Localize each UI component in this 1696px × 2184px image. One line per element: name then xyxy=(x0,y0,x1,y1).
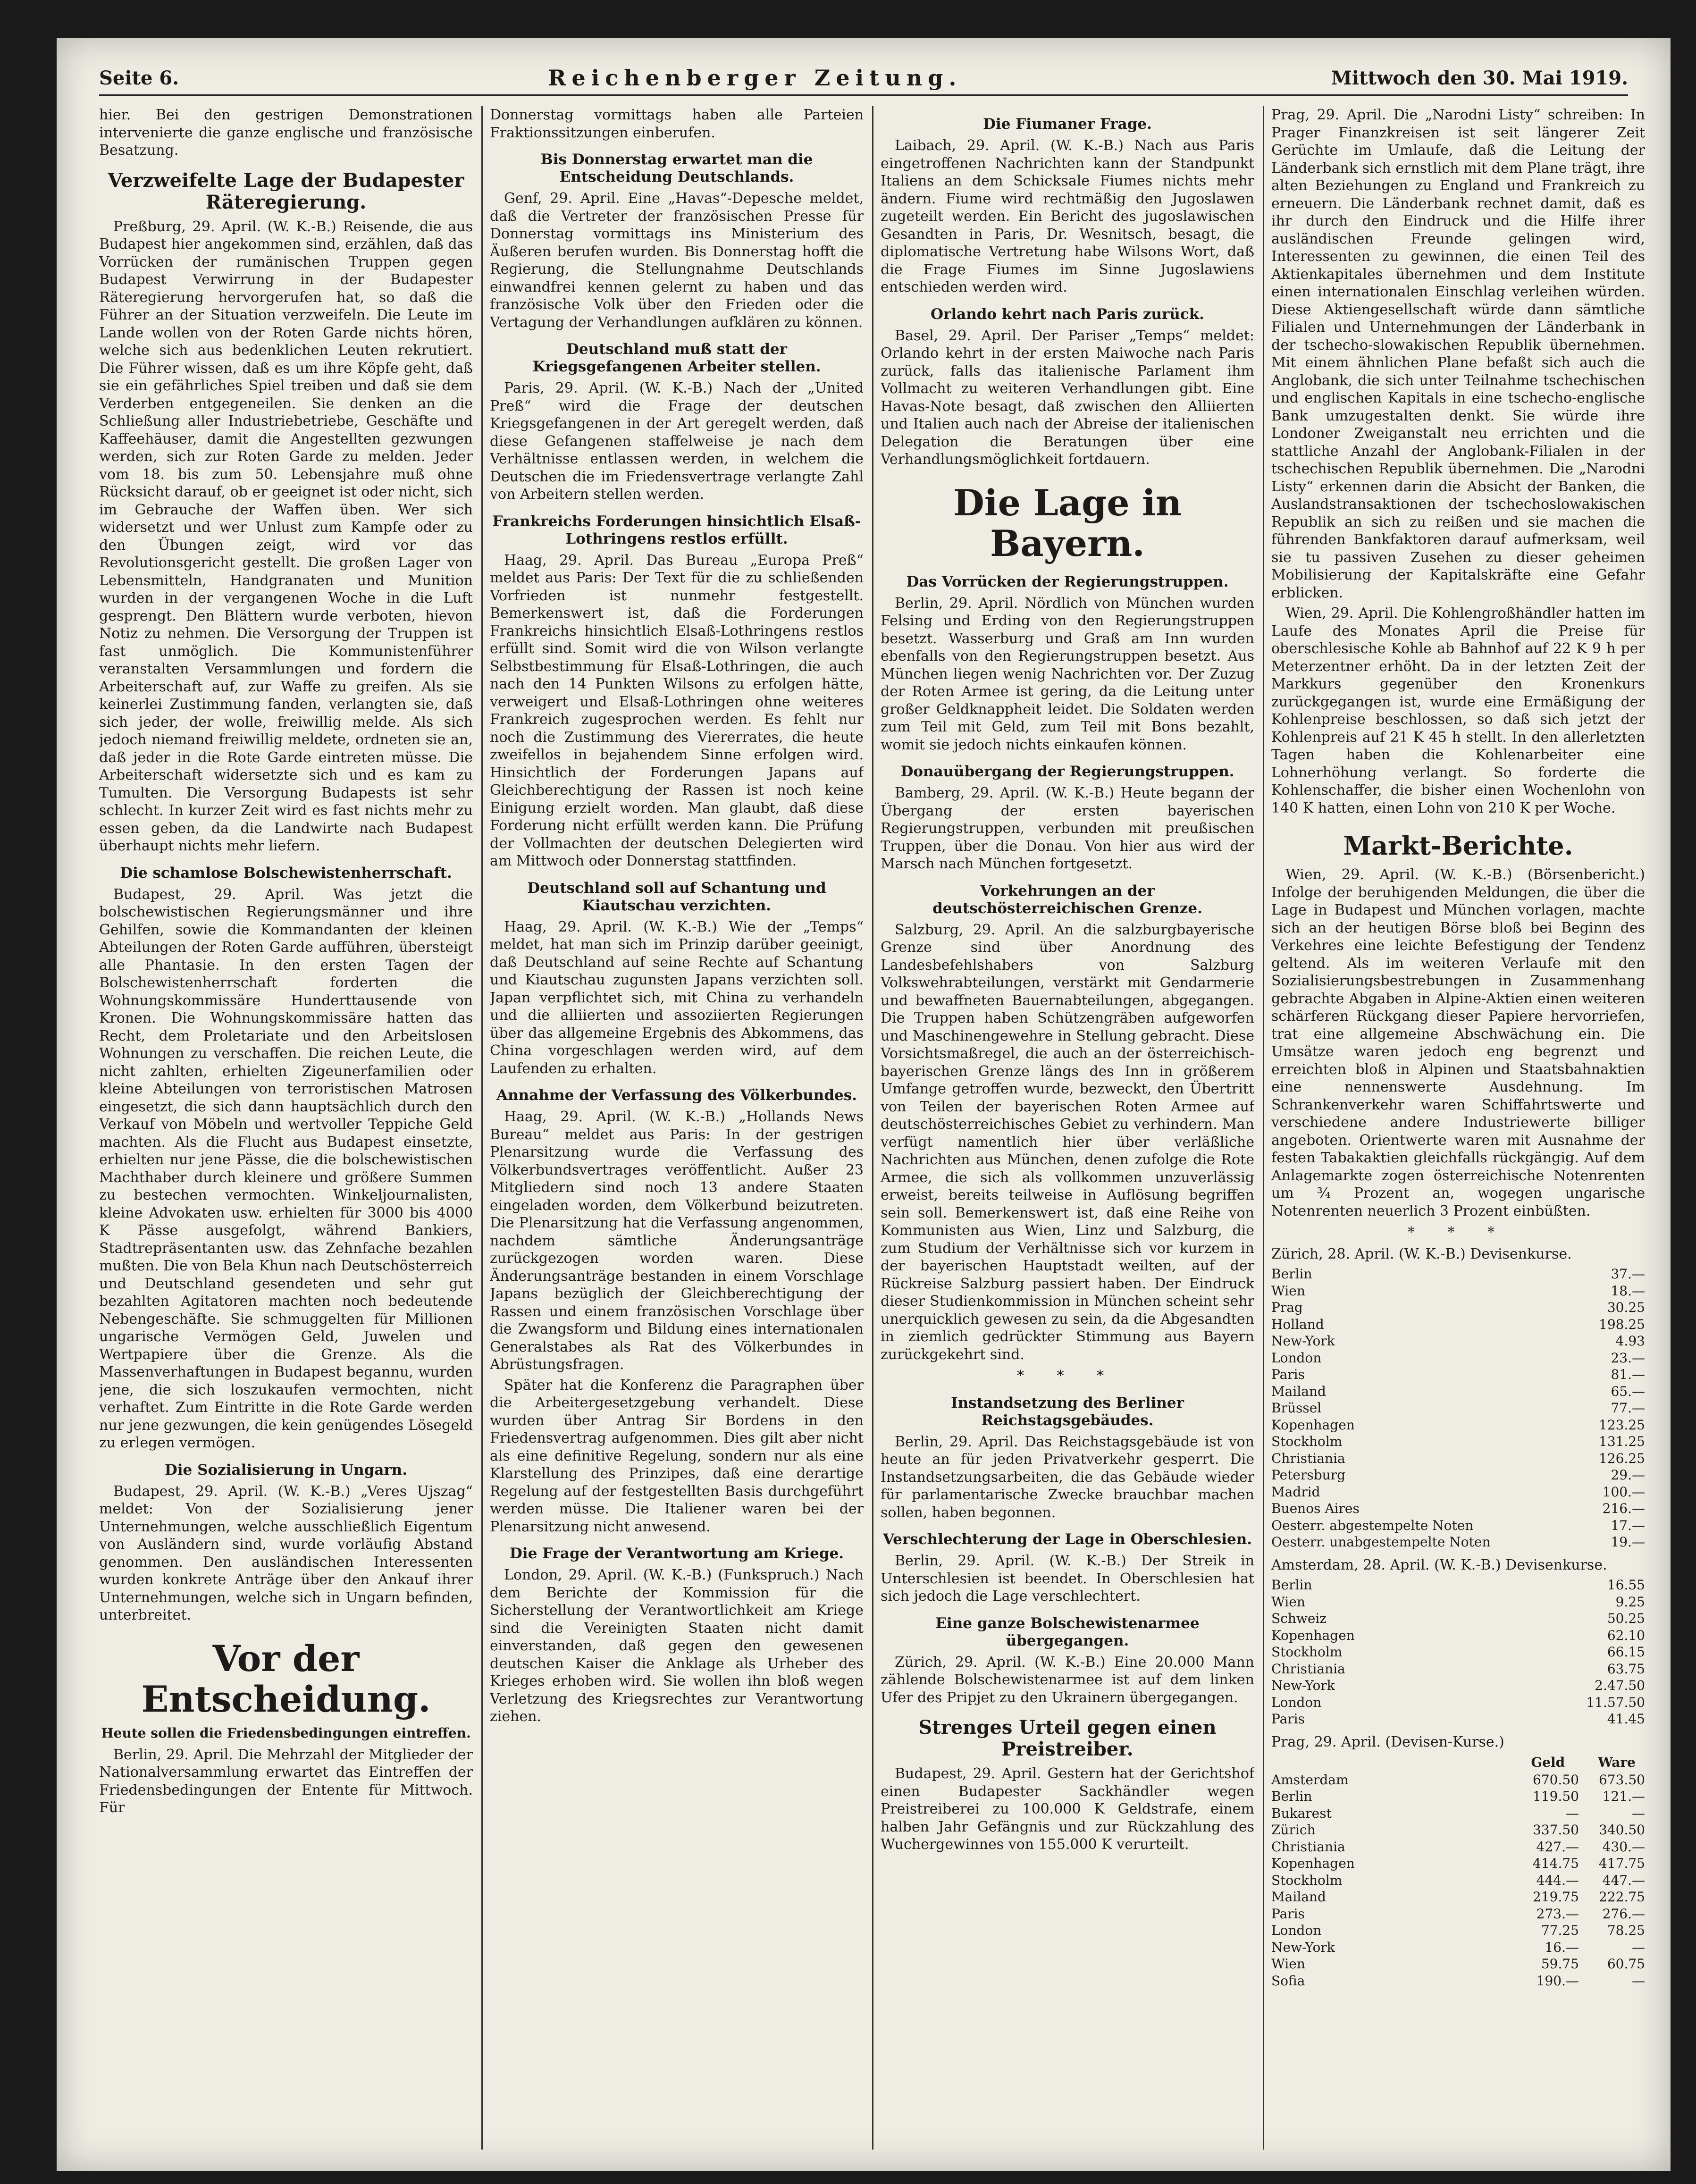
column-4 xyxy=(1271,106,1645,2150)
exchange-heading: Prag, 29. April. (Devisen-Kurse.) xyxy=(1271,1733,1504,1750)
exchange-rate: 63.75 xyxy=(1607,1661,1645,1677)
exchange-row xyxy=(1271,1366,1645,1383)
exchange-rate: 78.25 xyxy=(1607,1923,1645,1938)
exchange-rate: 123.25 xyxy=(1599,1417,1645,1433)
exchange-city: Stockholm xyxy=(1271,1644,1343,1660)
exchange-table-header xyxy=(1271,1754,1645,1772)
headline-large: Markt-Berichte. xyxy=(1343,831,1573,861)
exchange-city: Schweiz xyxy=(1271,1611,1327,1626)
exchange-city: London xyxy=(1271,1350,1322,1366)
exchange-row xyxy=(1271,1973,1645,1990)
column-divider xyxy=(481,106,483,2150)
exchange-heading: Zürich, 28. April. (W. K.-B.) Devisenkurse. xyxy=(1271,1245,1572,1262)
exchange-rate: 131.25 xyxy=(1599,1434,1645,1449)
exchange-rate: 340.50 xyxy=(1599,1822,1645,1838)
exchange-city: Christiania xyxy=(1271,1661,1345,1677)
exchange-city: Prag xyxy=(1271,1300,1303,1315)
exchange-row xyxy=(1271,1889,1645,1906)
exchange-rate: 670.50 xyxy=(1533,1772,1579,1788)
exchange-rate: 18.— xyxy=(1611,1283,1645,1299)
exchange-city: Mailand xyxy=(1271,1383,1326,1399)
exchange-city: Paris xyxy=(1271,1711,1305,1727)
exchange-rate: 50.25 xyxy=(1607,1611,1645,1626)
exchange-city: Wien xyxy=(1271,1594,1305,1610)
exchange-rate: 77.25 xyxy=(1541,1923,1579,1938)
exchange-rate: 11.57.50 xyxy=(1586,1694,1645,1710)
exchange-city: Mailand xyxy=(1271,1889,1326,1905)
article-text: Basel, 29. April. Der Pariser „Temps“ meldet: Orlando kehrt in der ersten Maiwoche nach Paris zurück, falls das italienische Parlament ihm Vollmacht zu weiteren Verhandlungen gibt. Eine Havas-Note besagt, daß zwischen den Alliierten und Italien auch nach der Abreise der italienischen Delegation die Beratungen über eine Verhandlungsmöglichkeit fortdauern. xyxy=(881,327,1254,468)
exchange-rate: 444.— xyxy=(1536,1872,1579,1888)
headline: Die Frage der Verantwortung am Kriege. xyxy=(509,1545,844,1562)
newspaper-page xyxy=(57,38,1671,2171)
exchange-rate: 190.— xyxy=(1536,1973,1579,1989)
exchange-rate: — xyxy=(1632,1805,1645,1821)
exchange-row xyxy=(1271,1577,1645,1594)
exchange-row xyxy=(1271,1450,1645,1467)
exchange-row xyxy=(1271,1627,1645,1644)
exchange-row xyxy=(1271,1939,1645,1956)
exchange-city: New-York xyxy=(1271,1939,1335,1955)
article-text: Budapest, 29. April. (W. K.-B.) „Veres Ujszag“ meldet: Von der Sozialisierung jener Unternehmungen, welche ausschließlich Eigentum von Ausländern sind, wurde vorläufig Abstand genommen. Den ausländischen Interessenten wurden konkrete Anträge über den Ankauf ihrer Unternehmungen, welche sich in Ungarn befinden, unterbreitet. xyxy=(99,1483,473,1623)
exchange-city: Oesterr. abgestempelte Noten xyxy=(1271,1517,1474,1533)
article-text: Paris, 29. April. (W. K.-B.) Nach der „United Preß“ wird die Frage der deutschen Kriegsgefangenen in der Art geregelt werden, daß diese Gefangenen staffelweise je nach dem Verhältnisse entlassen werden, in welchem die Deutschen die im Friedensvertrage verlangte Zahl von Arbeitern stellen werden. xyxy=(490,380,864,503)
article-text: Berlin, 29. April. Nördlich von München wurden Felsing und Erding von den Regierungstruppen besetzt. Wasserburg und Graß am Inn wurden ebenfalls von den Regierungstruppen besetzt. Aus München liegen wenig Nachrichten vor. Der Zuzug der Roten Armee ist gering, da die Leitung unter großer Geldknappheit leidet. Die Soldaten werden zum Teil mit Geld, zum Teil mit Bons bezahlt, womit sie jedoch nichts einkaufen können. xyxy=(881,595,1254,753)
exchange-city: Kopenhagen xyxy=(1271,1417,1355,1433)
exchange-city: Christiania xyxy=(1271,1839,1345,1855)
exchange-city: Amsterdam xyxy=(1271,1772,1349,1788)
headline: Deutschland muß statt der Kriegsgefangenen Arbeiter stellen. xyxy=(532,341,821,375)
headline: Instandsetzung des Berliner Reichstagsgebäudes. xyxy=(951,1394,1184,1429)
exchange-row xyxy=(1271,1517,1645,1534)
exchange-city: Berlin xyxy=(1271,1266,1312,1282)
exchange-rate: 4.93 xyxy=(1615,1333,1645,1349)
subheadline: Heute sollen die Friedensbedingungen eintreffen. xyxy=(101,1725,471,1741)
exchange-city: Berlin xyxy=(1271,1577,1312,1593)
exchange-rate: 276.— xyxy=(1602,1906,1645,1922)
exchange-rate: 60.75 xyxy=(1607,1956,1645,1972)
article-text: Preßburg, 29. April. (W. K.-B.) Reisende, die aus Budapest hier angekommen sind, erzählen, daß das Vorrücken der rumänischen Truppen gegen Budapest Verwirrung in der Budapester Räteregierung hervorgerufen hat, so daß die Führer an der Situation verzweifeln. Die Leute im Lande wollen von der Roten Garde nichts hören, welche sich aus bedenklichen Leuten rekrutiert. Die Führer wissen, daß es um ihre Köpfe geht, daß sie ein gefährliches Spiel treiben und daß sie dem Verderben entgegeneilen. Sie denken an die Schließung aller Industriebetriebe, Geschäfte und Kaffeehäuser, damit die Angestellten gezwungen werden, sich zur Roten Garde zu melden. Jeder vom 18. bis zum 50. Lebensjahre muß ohne Rücksicht darauf, ob er geeignet ist oder nicht, sich im Gebrauche der Waffen üben. Wer sich widersetzt und wer Unlust zum Kampfe oder zu den Übungen zeigt, wird vor das Revolutionsgericht gestellt. Die großen Lager von Lebensmitteln, Handgranaten und Munition wurden in der vergangenen Woche in die Luft gesprengt. Den Blättern wurde verboten, hievon Notiz zu nehmen. Die Versorgung der Truppen ist fast unmöglich. Die Kommunistenführer veranstalten Versammlungen und fordern die Arbeiterschaft auf, zur Waffe zu greifen. Als sie keinerlei Zustimmung fanden, verlangten sie, daß sich jeder, der wolle, freiwillig melde. Als sich jedoch niemand freiwillig meldete, ordneten sie an, daß jeder in die Rote Garde eintreten müsse. Die Arbeiterschaft widersetzte sich und es kam zu Tumulten. Die Versorgung Budapests ist sehr schlecht. In kurzer Zeit wird es fast nichts mehr zu essen geben, da die Landwirte nach Budapest überhaupt nichts mehr liefern. xyxy=(99,218,473,854)
exchange-row xyxy=(1271,1956,1645,1973)
headline: Das Vorrücken der Regierungstruppen. xyxy=(906,573,1229,590)
page-number: Seite 6. xyxy=(99,67,179,89)
article-text: Berlin, 29. April. Die Mehrzahl der Mitglieder der Nationalversammlung erwartet das Eintreffen der Friedensbedingungen der Entente für Mittwoch. Für xyxy=(99,1746,473,1816)
exchange-rate: 198.25 xyxy=(1599,1316,1645,1332)
article-text: Budapest, 29. April. Was jetzt die bolschewistischen Regierungsmänner und ihre Gehilfen, sowie die Kommandanten der kleinen Abteilungen der Roten Garde aufführen, übersteigt alle Phantasie. In den ersten Tagen der Bolschewistenherrschaft forderten die Wohnungskommissäre Hunderttausende von Kronen. Die Wohnungskommissäre hatten das Recht, dem Proletariate und den Arbeitslosen Wohnungen zu verschaffen. Die reichen Leute, die nicht zahlten, erhielten Zigeunerfamilien oder kleine Abteilungen von terroristischen Matrosen eingesetzt, die sich dann hauptsächlich durch den Verkauf von Möbeln und wertvoller Teppiche Geld machten. Als die Flucht aus Budapest einsetzte, erhielten nur jene Pässe, die die bolschewistischen Machthaber durch kleinere und größere Summen zu bestechen vermochten. Winkeljournalisten, kleine Advokaten usw. erhielten für 3000 bis 4000 K Pässe ausgefolgt, während Bankiers, Stadtrepräsentanten usw. das Zehnfache bezahlen mußten. Die von Bela Khun nach Deutschösterreich und Deutschland gesendeten und sehr gut bezahlten Agitatoren machten noch bedeutende Nebengeschäfte. Sie schmuggelten für Millionen ungarische Vermögen Geld, Juwelen und Wertpapiere über die Grenze. Als die Massenverhaftungen in Budapest begannu, wurden jene, die sich loszukaufen vermochten, nicht verhaftet. Zum Eintritte in die Rote Garde werden nur jene gezwungen, die kein genügendes Lösegeld zu erlegen vermögen. xyxy=(99,886,473,1451)
headline: Frankreichs Forderungen hinsichtlich Elsaß-Lothringens restlos erfüllt. xyxy=(492,512,861,547)
exchange-rate: 2.47.50 xyxy=(1595,1678,1645,1693)
headline: Orlando kehrt nach Paris zurück. xyxy=(931,305,1204,323)
exchange-city: Brüssel xyxy=(1271,1400,1322,1416)
exchange-rate: 16.55 xyxy=(1607,1577,1645,1593)
article-text: London, 29. April. (W. K.-B.) (Funkspruch.) Nach dem Berichte der Kommission für die Sicherstellung der Verantwortlichkeit am Kriege sind die Vereinigten Staaten nicht damit einverstanden, daß gegen den gewesenen deutschen Kaiser die Anklage als Urheber des Krieges erhoben wird. Sie wollen ihn bloß wegen Verletzung des Kriegsrechtes zur Verantwortung ziehen. xyxy=(490,1567,864,1725)
exchange-city: Wien xyxy=(1271,1283,1305,1299)
headline-large: Die Lage in Bayern. xyxy=(953,481,1182,564)
article-text: Laibach, 29. April. (W. K.-B.) Nach aus Paris eingetroffenen Nachrichten kann der Standpunkt Italiens an dem Schicksale Fiumes nichts mehr ändern. Fiume wird rechtmäßig den Jugoslawen zugeteilt werden. Ein Bericht des jugoslawischen Gesandten in Paris, Dr. Wesnitsch, besagt, die diplomatische Vertretung habe Wilsons Wort, daß die Frage Fiumes im Sinne Jugoslawiens entschieden werden wird. xyxy=(881,137,1254,295)
exchange-rate: 427.— xyxy=(1536,1839,1579,1855)
exchange-rate: 37.— xyxy=(1611,1266,1645,1282)
exchange-row xyxy=(1271,1350,1645,1367)
headline: Die Sozialisierung in Ungarn. xyxy=(164,1461,408,1478)
exchange-rate: 100.— xyxy=(1602,1484,1645,1500)
exchange-row xyxy=(1271,1534,1645,1551)
exchange-heading: Amsterdam, 28. April. (W. K.-B.) Devisenkurse. xyxy=(1271,1556,1607,1573)
exchange-rate: 219.75 xyxy=(1533,1889,1579,1905)
column-2 xyxy=(490,106,864,2150)
exchange-rate: 66.15 xyxy=(1607,1644,1645,1660)
article-text: Zürich, 29. April. (W. K.-B.) Eine 20.000 Mann zählende Bolschewistenarmee ist auf dem linken Ufer des Pripjet zu den Ukrainern übergegangen. xyxy=(881,1654,1254,1706)
exchange-rate: 19.— xyxy=(1611,1534,1645,1550)
exchange-row xyxy=(1271,1711,1645,1728)
exchange-row xyxy=(1271,1594,1645,1611)
exchange-rate: 30.25 xyxy=(1607,1300,1645,1315)
headline: Vorkehrungen an der deutschösterreichischen Grenze. xyxy=(932,882,1202,917)
headline: Donauübergang der Regierungstruppen. xyxy=(900,763,1234,780)
exchange-table-amsterdam xyxy=(1271,1577,1645,1728)
exchange-row xyxy=(1271,1417,1645,1434)
exchange-rate: 16.— xyxy=(1545,1939,1579,1955)
headline-large: Vor der Entscheidung. xyxy=(141,1637,431,1720)
exchange-row xyxy=(1271,1467,1645,1484)
exchange-rate: 222.75 xyxy=(1599,1889,1645,1905)
exchange-rate: 59.75 xyxy=(1541,1956,1579,1972)
issue-date: Mittwoch den 30. Mai 1919. xyxy=(1331,67,1628,89)
article-text: Berlin, 29. April. (W. K.-B.) Der Streik in Unterschlesien ist beendet. In Oberschlesien hat sich jedoch die Lage verschlechtert. xyxy=(881,1553,1254,1604)
exchange-row xyxy=(1271,1872,1645,1889)
headline: Verschlechterung der Lage in Oberschlesien. xyxy=(882,1531,1252,1548)
exchange-city: Stockholm xyxy=(1271,1872,1343,1888)
exchange-row xyxy=(1271,1906,1645,1923)
column-3 xyxy=(881,106,1254,2150)
article-text: Haag, 29. April. Das Bureau „Europa Preß“ meldet aus Paris: Der Text für die zu schließenden Vorfrieden ist nunmehr festgestellt. Bemerkenswert ist, daß die Forderungen Frankreichs hinsichtlich Elsaß-Lothringens restlos erfüllt sind. Somit wird die von Wilson verlangte Selbstbestimmung für Elsaß-Lothringen, die auch nach den 14 Punkten Wilsons zu erfolgen hätte, verweigert und Elsaß-Lothringen ohne weiteres Frankreich zugesprochen werden. Es fehlt nur noch die Zustimmung des Viererrates, die heute zweifellos in bejahendem Sinne erfolgen wird. Hinsichtlich der Forderungen Japans auf Gleichberechtigung der Rassen ist noch keine Einigung erzielt worden. Man glaubt, daß diese Forderung nicht erfüllt werden kann. Die Prüfung der Vollmachten der deutschen Delegierten wird am Mittwoch oder Donnerstag stattfinden. xyxy=(490,552,864,869)
article-text: Haag, 29. April. (W. K.-B.) Wie der „Temps“ meldet, hat man sich im Prinzip darüber geeinigt, daß Deutschland auf seine Rechte auf Schantung und Kiautschau zugunsten Japans verzichten soll. Japan verpflichtet sich, mit China zu verhandeln und die alliierten und assoziierten Regierungen über das allgemeine Ergebnis des Abkommens, das China vorgeschlagen werden wird, auf dem Laufenden zu erhalten. xyxy=(490,918,864,1077)
exchange-row xyxy=(1271,1694,1645,1711)
exchange-row xyxy=(1271,1500,1645,1517)
exchange-city: London xyxy=(1271,1923,1322,1938)
exchange-city: Christiania xyxy=(1271,1450,1345,1466)
exchange-rate: 65.— xyxy=(1611,1383,1645,1399)
exchange-row xyxy=(1271,1283,1645,1300)
exchange-rate: — xyxy=(1632,1973,1645,1989)
exchange-row xyxy=(1271,1484,1645,1501)
exchange-rate: 273.— xyxy=(1536,1906,1579,1922)
exchange-city: Kopenhagen xyxy=(1271,1627,1355,1643)
exchange-city: New-York xyxy=(1271,1678,1335,1693)
exchange-table-zurich xyxy=(1271,1266,1645,1551)
article-text: Donnerstag vormittags haben alle Parteien Fraktionssitzungen einberufen. xyxy=(490,107,864,141)
exchange-row xyxy=(1271,1433,1645,1450)
exchange-city: Buenos Aires xyxy=(1271,1501,1360,1516)
headline: Eine ganze Bolschewistenarmee übergegangen. xyxy=(935,1614,1200,1649)
article-text: Berlin, 29. April. Das Reichstagsgebäude ist von heute an für jeden Privatverkehr gesperrt. Die Instandsetzungsarbeiten, die das Gebäude wieder für parlamentarische Zwecke brauchbar machen sollen, haben begonnen. xyxy=(881,1433,1254,1521)
exchange-rate: 29.— xyxy=(1611,1467,1645,1483)
headline: Strenges Urteil gegen einen Preistreiber. xyxy=(918,1716,1217,1760)
exchange-rate: 126.25 xyxy=(1599,1450,1645,1466)
article-text: Haag, 29. April. (W. K.-B.) „Hollands News Bureau“ meldet aus Paris: In der gestrigen Plenarsitzung wurde die Verfassung des Völkerbundsvertrages veröffentlicht. Außer 23 Mitgliedern sind noch 13 andere Staaten eingeladen worden, dem Völkerbund beizutreten. Die Plenarsitzung hat die Verfassung angenommen, nachdem sämtliche Änderungsanträge zurückgezogen worden waren. Diese Änderungsanträge bestanden in einem Vorschlage Japans bezüglich der Gleichberechtigung der Rassen und einem französischen Vorschlage über die Zwangsform und Bildung eines internationalen Generalstabes als Rat des Völkerbundes in Abrüstungsfragen. xyxy=(490,1109,864,1373)
exchange-row xyxy=(1271,1266,1645,1283)
exchange-city: Wien xyxy=(1271,1956,1305,1972)
exchange-table-prag xyxy=(1271,1754,1645,1989)
exchange-city: Stockholm xyxy=(1271,1434,1343,1449)
exchange-row xyxy=(1271,1788,1645,1805)
newspaper-title: Reichenberger Zeitung. xyxy=(548,65,962,91)
exchange-row xyxy=(1271,1922,1645,1939)
article-text: Salzburg, 29. April. An die salzburgbayerische Grenze sind über Anordnung des Landesbefehlshabers von Salzburg Volkswehrabteilungen, verstärkt mit Gendarmerie und bewaffneten Bauernabteilungen, abgegangen. Die Truppen haben Schützengräben aufgeworfen und Maschinengewehre in Stellung gebracht. Diese Vorsichtsmaßregel, die auch an der österreichisch-bayerischen Grenze längs des Inn in größerem Umfange getroffen wurde, bezweckt, den Übertritt von Teilen der bayerischen Roten Armee auf deutschösterreichisches Gebiet zu verhindern. Man verfügt namentlich hier über verläßliche Nachrichten aus München, denen zufolge die Rote Armee, die sich als vollkommen unzuverlässig erweist, bereits teilweise in Auflösung begriffen sein soll. Bemerkenswert ist, daß eine Reihe von Kommunisten aus Wien, Linz und Salzburg, die zum Studium der Verhältnisse sich vor kurzem in der bayerischen Hauptstadt weilten, auf der Rückreise Salzburg passiert haben. Der Eindruck dieser Studienkommission in München scheint sehr unerquicklich gewesen zu sein, da die Abgesandten in ziemlich gedrückter Stimmung aus Bayern zurückgekehrt sind. xyxy=(881,921,1254,1363)
exchange-rate: 337.50 xyxy=(1533,1822,1579,1838)
exchange-row xyxy=(1271,1839,1645,1856)
column-divider xyxy=(1263,106,1264,2150)
exchange-rate: 17.— xyxy=(1611,1517,1645,1533)
exchange-rate: 216.— xyxy=(1602,1501,1645,1516)
exchange-rate: 23.— xyxy=(1611,1350,1645,1366)
exchange-city: Berlin xyxy=(1271,1789,1312,1804)
article-text: Später hat die Konferenz die Paragraphen über die Arbeitergesetzgebung verhandelt. Diese wurden über Antrag Sir Bordens in den Friedensvertrag aufgenommen. Dies gilt aber nicht als eine definitive Regelung, sondern nur als eine Klarstellung des Prinzipes, daß eine derartige Regelung auf der festgestellten Basis durchgeführt werden müsse. Die Italiener waren bei der Plenarsitzung nicht anwesend. xyxy=(490,1377,864,1535)
exchange-city: Bukarest xyxy=(1271,1805,1332,1821)
exchange-rate: 62.10 xyxy=(1607,1627,1645,1643)
exchange-city: Petersburg xyxy=(1271,1467,1345,1483)
exchange-row xyxy=(1271,1822,1645,1839)
exchange-rate: — xyxy=(1632,1939,1645,1955)
headline: Verzweifelte Lage der Budapester Räteregierung. xyxy=(108,169,464,213)
exchange-rate: 121.— xyxy=(1602,1789,1645,1804)
exchange-city: Zürich xyxy=(1271,1822,1316,1838)
article-text: Prag, 29. April. Die „Narodni Listy“ schreiben: In Prager Finanzkreisen ist seit längerer Zeit Gerüchte im Umlaufe, daß die Leitung der Länderbank sich ernstlich mit dem Plane trägt, ihre alten Beziehungen zu England und Frankreich zu erneuern. Die Länderbank rechnet damit, daß es ihr durch den Eindruck und die Hilfe ihrer ausländischen Freunde gelingen wird, Interessenten zu gewinnen, die einen Teil des Aktienkapitales übernehmen und dem Institute einen internationalen Einschlag verleihen würden. Diese Aktiengesellschaft würde dann sämtliche Filialen und Unternehmungen der Länderbank in der tschecho-slowakischen Republik übernehmen. Mit einem ähnlichen Plane befaßt sich auch die Anglobank, die sich unter Teilnahme tschechischen und englischen Kapitals in eine tschecho-englische Bank umzugestalten denkt. Sie würde ihre Londoner Zweiganstalt neu errichten und die stattliche Anzahl der Anglobank-Filialen in der tschechischen Republik übernehmen. Die „Narodni Listy“ erkennen darin die Absicht der Banken, die Auslandstransaktionen der tschechoslowakischen Republik an sich zu reißen und sie machen die führenden Bankfaktoren darauf aufmerksam, weil sie tu passiven Zusehen zu dieser geheimen Mobilisierung der Kapitalskräfte eine Gefahr erblicken. xyxy=(1271,107,1645,601)
exchange-rate: 77.— xyxy=(1611,1400,1645,1416)
page-header xyxy=(99,61,1628,96)
exchange-city: Oesterr. unabgestempelte Noten xyxy=(1271,1534,1491,1550)
exchange-row xyxy=(1271,1383,1645,1400)
exchange-rate: 81.— xyxy=(1611,1367,1645,1382)
article-text: Genf, 29. April. Eine „Havas“-Depesche meldet, daß die Vertreter der französischen Presse für Donnerstag vormittags ins Ministerium des Äußeren berufen wurden. Bis Donnerstag hofft die Regierung, die Stellungnahme Deutschlands einwandfrei kennen gelernt zu haben und das französische Volk über den Frieden oder die Vertagung der Verhandlungen aufklären zu können. xyxy=(490,190,864,331)
column-divider xyxy=(872,106,873,2150)
exchange-row xyxy=(1271,1610,1645,1627)
exchange-rate: 430.— xyxy=(1602,1839,1645,1855)
exchange-row xyxy=(1271,1644,1645,1661)
exchange-rate: 9.25 xyxy=(1615,1594,1645,1610)
exchange-city: London xyxy=(1271,1694,1322,1710)
exchange-rate: 41.45 xyxy=(1607,1711,1645,1727)
exchange-rate: 417.75 xyxy=(1599,1856,1645,1871)
article-text: Wien, 29. April. Die Kohlengroßhändler hatten im Laufe des Monates April die Preise für oberschlesische Kohle ab Bahnhof auf 22 K 9 h per Meterzentner erhöht. Da in der letzten Zeit der Markkurs gegenüber den Kronenkurs zurückgegangen ist, wurde eine Ermäßigung der Kohlenpreise beschlossen, so daß sich jetzt der Kohlenpreis auf 21 K 45 h stellt. In den allerletzten Tagen haben die Kohlenarbeiter eine Lohnerhöhung verlangt. So forderte die Kohlenschaffer, die bisher einen Wochenlohn von 140 K hatten, einen Lohn von 210 K per Woche. xyxy=(1271,605,1645,816)
separator-stars: * * * xyxy=(1016,1368,1118,1384)
exchange-rate: 447.— xyxy=(1602,1872,1645,1888)
exchange-row xyxy=(1271,1661,1645,1678)
article-text: Wien, 29. April. (W. K.-B.) (Börsenbericht.) Infolge der beruhigenden Meldungen, die über die Lage in Budapest und München vorlagen, machte sich an der heutigen Börse bloß bei Beginn des Verkehres eine leichte Befestigung der Tendenz geltend. Als im weiteren Verlaufe mit den Sozialisierungsbestrebungen in Zusammenhang gebrachte Abgaben in Alpine-Aktien einen weiteren schärferen Rückgang dieser Papiere hervorriefen, trat eine allgemeine Abschwächung ein. Die Umsätze waren jedoch eng begrenzt und erreichten bloß in Alpinen und Staatsbahnaktien eine nennenswerte Ausdehnung. Im Schrankenverkehr waren Schiffahrtswerte und verschiedene andere Industriewerte billiger angeboten. Orientwerte waren mit Ausnahme der festen Tabakaktien gleichfalls rückgängig. Auf dem Anlagemarkte zogen österreichische Notenrenten um ¾ Prozent an, wogegen ungarische Notenrenten neuerlich 3 Prozent einbüßten. xyxy=(1271,866,1645,1219)
exchange-city: Kopenhagen xyxy=(1271,1856,1355,1871)
col-header-geld: Geld xyxy=(1531,1755,1565,1770)
exchange-row xyxy=(1271,1772,1645,1789)
exchange-city: Paris xyxy=(1271,1367,1305,1382)
exchange-row xyxy=(1271,1299,1645,1316)
article-text: Bamberg, 29. April. (W. K.-B.) Heute begann der Übergang der ersten bayerischen Regierungstruppen, verbunden mit preußischen Truppen, über die Donau. Von hier aus wird der Marsch nach München fortgesetzt. xyxy=(881,785,1254,872)
exchange-row xyxy=(1271,1316,1645,1333)
exchange-city: Holland xyxy=(1271,1316,1324,1332)
exchange-row xyxy=(1271,1855,1645,1872)
headline: Deutschland soll auf Schantung und Kiautschau verzichten. xyxy=(527,879,826,914)
headline: Annahme der Verfassung des Völkerbundes. xyxy=(496,1087,857,1104)
exchange-rate: — xyxy=(1566,1805,1579,1821)
exchange-rate: 119.50 xyxy=(1533,1789,1579,1804)
exchange-city: New-York xyxy=(1271,1333,1335,1349)
article-text: hier. Bei den gestrigen Demonstrationen intervenierte die ganze englische und französische Besatzung. xyxy=(99,107,473,159)
exchange-row xyxy=(1271,1333,1645,1350)
exchange-row xyxy=(1271,1677,1645,1694)
article-text: Budapest, 29. April. Gestern hat der Gerichtshof einen Budapester Sackhändler wegen Preistreiberei zu 100.000 K Geldstrafe, einem halben Jahr Gefängnis und zur Rückzahlung des Wuchergewinnes von 155.000 K verurteilt. xyxy=(881,1765,1254,1853)
exchange-rate: 414.75 xyxy=(1533,1856,1579,1871)
col-header-ware: Ware xyxy=(1598,1755,1636,1770)
headline: Bis Donnerstag erwartet man die Entscheidung Deutschlands. xyxy=(540,151,813,185)
headline: Die schamlose Bolschewistenherrschaft. xyxy=(120,864,452,882)
separator-stars: * * * xyxy=(1407,1224,1509,1241)
exchange-city: Madrid xyxy=(1271,1484,1320,1500)
column-1 xyxy=(99,106,473,2150)
exchange-city: Sofia xyxy=(1271,1973,1305,1989)
exchange-row xyxy=(1271,1400,1645,1417)
exchange-row xyxy=(1271,1805,1645,1822)
exchange-city: Paris xyxy=(1271,1906,1305,1922)
exchange-rate: 673.50 xyxy=(1599,1772,1645,1788)
headline: Die Fiumaner Frage. xyxy=(983,116,1152,133)
